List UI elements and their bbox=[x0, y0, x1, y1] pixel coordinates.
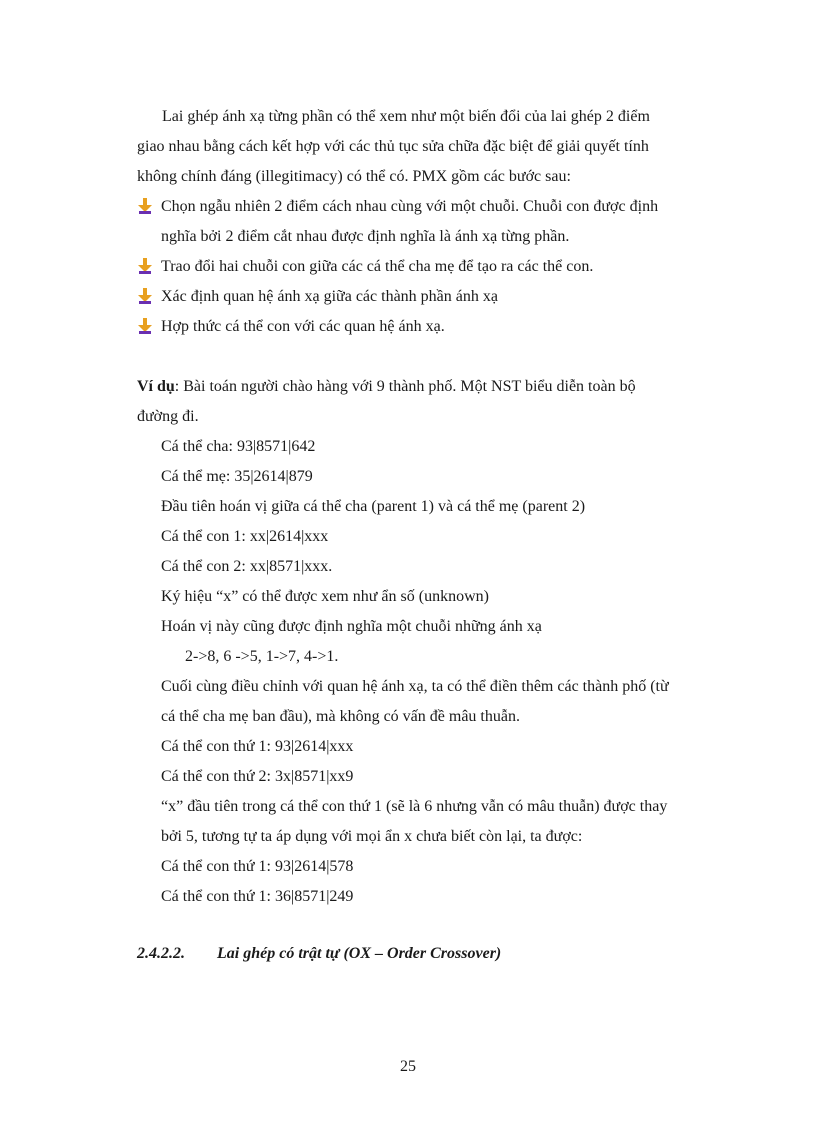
child-2-result: Cá thể con thứ 1: 36|8571|249 bbox=[161, 888, 354, 905]
pointer-arrow-icon bbox=[137, 318, 153, 334]
example-line-1 bbox=[137, 377, 636, 397]
intro-line-2: giao nhau bằng cách kết hợp với các thủ tục sửa chữa đặc biệt để giải quyết tính bbox=[137, 138, 649, 155]
child-1-result: Cá thể con thứ 1: 93|2614|578 bbox=[161, 858, 354, 875]
example-text: : Bài toán người chào hàng với 9 thành phố. Một NST biểu diễn toàn bộ bbox=[174, 378, 636, 395]
step-3: Xác định quan hệ ánh xạ giữa các thành phần ánh xạ bbox=[161, 288, 498, 305]
final-adjust-line-1: Cuối cùng điều chỉnh với quan hệ ánh xạ, ta có thể điền thêm các thành phố (từ bbox=[161, 678, 669, 695]
section-title: Lai ghép có trật tự (OX – Order Crossover) bbox=[217, 945, 502, 962]
mapping-list: 2->8, 6 ->5, 1->7, 4->1. bbox=[185, 648, 339, 665]
child-2-intermediate: Cá thể con thứ 2: 3x|8571|xx9 bbox=[161, 768, 354, 785]
child-1-partial: Cá thể con 1: xx|2614|xxx bbox=[161, 528, 329, 545]
pointer-arrow-icon bbox=[137, 288, 153, 304]
parent-mother: Cá thể mẹ: 35|2614|879 bbox=[161, 468, 313, 485]
step-1-line-2: nghĩa bởi 2 điểm cắt nhau được định nghĩa là ánh xạ từng phần. bbox=[161, 228, 570, 245]
intro-line-3: không chính đáng (illegitimacy) có thể có. PMX gồm các bước sau: bbox=[137, 168, 571, 185]
parent-father: Cá thể cha: 93|8571|642 bbox=[161, 438, 316, 455]
pointer-arrow-icon bbox=[137, 258, 153, 274]
example-label: Ví dụ bbox=[137, 378, 175, 395]
x-symbol-note: Ký hiệu “x” có thể được xem như ẩn số (unknown) bbox=[161, 588, 489, 605]
final-adjust-line-2: cá thể cha mẹ ban đầu), mà không có vấn đề mâu thuẫn. bbox=[161, 708, 520, 725]
step-4: Hợp thức cá thể con với các quan hệ ánh xạ. bbox=[161, 318, 445, 335]
child-2-partial: Cá thể con 2: xx|8571|xxx. bbox=[161, 558, 333, 575]
child-1-intermediate: Cá thể con thứ 1: 93|2614|xxx bbox=[161, 738, 354, 755]
step-2: Trao đổi hai chuỗi con giữa các cá thể cha mẹ để tạo ra các thể con. bbox=[161, 258, 594, 275]
step-1-line-1: Chọn ngẫu nhiên 2 điểm cách nhau cùng với một chuỗi. Chuỗi con được định bbox=[161, 198, 659, 215]
mapping-intro: Hoán vị này cũng được định nghĩa một chuỗi những ánh xạ bbox=[161, 618, 542, 635]
replace-note-line-2: bởi 5, tương tự ta áp dụng với mọi ẩn x chưa biết còn lại, ta được: bbox=[161, 828, 583, 845]
example-line-2: đường đi. bbox=[137, 408, 199, 425]
replace-note-line-1: “x” đầu tiên trong cá thể con thứ 1 (sẽ là 6 nhưng vẫn có mâu thuẫn) được thay bbox=[161, 798, 668, 815]
swap-description: Đầu tiên hoán vị giữa cá thể cha (parent 1) và cá thể mẹ (parent 2) bbox=[161, 498, 586, 515]
pointer-arrow-icon bbox=[137, 198, 153, 214]
intro-line-1: Lai ghép ánh xạ từng phần có thể xem như một biến đổi của lai ghép 2 điểm bbox=[162, 108, 650, 125]
section-number: 2.4.2.2. bbox=[137, 945, 185, 962]
page-number: 25 bbox=[400, 1058, 416, 1075]
